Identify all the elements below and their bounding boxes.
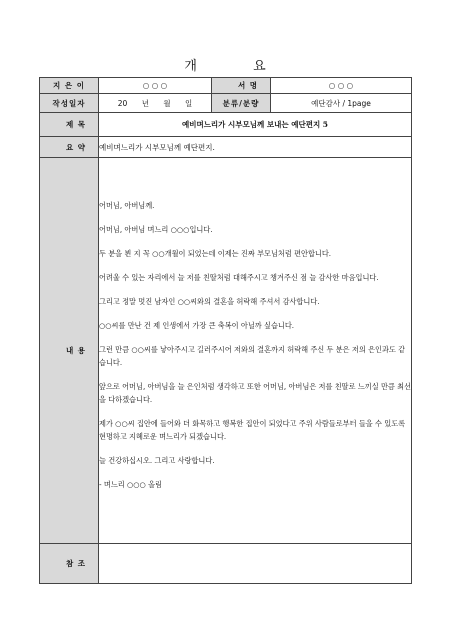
paragraph: 어머님, 아버님께. <box>99 201 155 210</box>
author-value: ○ ○ ○ <box>99 78 212 94</box>
form-table <box>39 77 412 584</box>
reference-label: 참 조 <box>40 544 99 584</box>
signature-label: 서 명 <box>212 78 271 94</box>
subject-value: 예비며느리가 시부모님께 보내는 예단편지 5 <box>99 113 412 137</box>
paragraph: 제가 ○○씨 집안에 들어와 더 화목하고 행복한 집안이 되었다고 주위 사람들로부터 들을 수 있도록 현명하고 지혜로운 며느리가 되겠습니다. <box>99 419 406 441</box>
content-body <box>99 158 412 544</box>
date-value: 20 년 월 일 <box>99 94 212 113</box>
category-value: 예단감사 / 1page <box>271 94 412 113</box>
paragraph: 그리고 정말 멋진 남자인 ○○씨와의 결혼을 허락해 주셔서 감사합니다. <box>99 297 320 306</box>
author-label: 지 은 이 <box>40 78 99 94</box>
reference-value <box>99 544 412 584</box>
signature-line: - 며느리 ○○○ 올림 <box>99 480 162 489</box>
summary-value: 예비며느리가 시부모님께 예단편지. <box>99 137 412 158</box>
paragraph: 어머님, 아버님 며느리 ○○○입니다. <box>99 225 213 234</box>
subject-label: 제 목 <box>40 113 99 137</box>
paragraph: 앞으로 어머님, 아버님을 늘 은인처럼 생각하고 또한 어머님, 아버님은 저를 친딸로 느끼실 만큼 최선을 다하겠습니다. <box>99 382 411 404</box>
date-label: 작성일자 <box>40 94 99 113</box>
paragraph: 두 분을 뵌 지 꼭 ○○개월이 되었는데 이제는 진짜 부모님처럼 편안합니다. <box>99 249 332 258</box>
content-label: 내 용 <box>40 158 99 544</box>
summary-label: 요 약 <box>40 137 99 158</box>
paragraph: 어려울 수 있는 자리에서 늘 저를 친딸처럼 대해주시고 챙겨주신 점 늘 감사한 마음입니다. <box>99 273 379 282</box>
paragraph: ○○씨를 만난 건 제 인생에서 가장 큰 축복이 아닐까 싶습니다. <box>99 321 295 330</box>
page-title: 개 요 <box>184 59 292 74</box>
paragraph: 그런 만큼 ○○씨를 낳아주시고 길러주시어 저와의 결혼까지 허락해 주신 두 분은 저의 은인과도 같습니다. <box>99 345 406 367</box>
category-label: 분류/분량 <box>212 94 271 113</box>
paragraph: 늘 건강하십시오. 그리고 사랑합니다. <box>99 456 215 465</box>
signature-value: ○ ○ ○ <box>271 78 412 94</box>
